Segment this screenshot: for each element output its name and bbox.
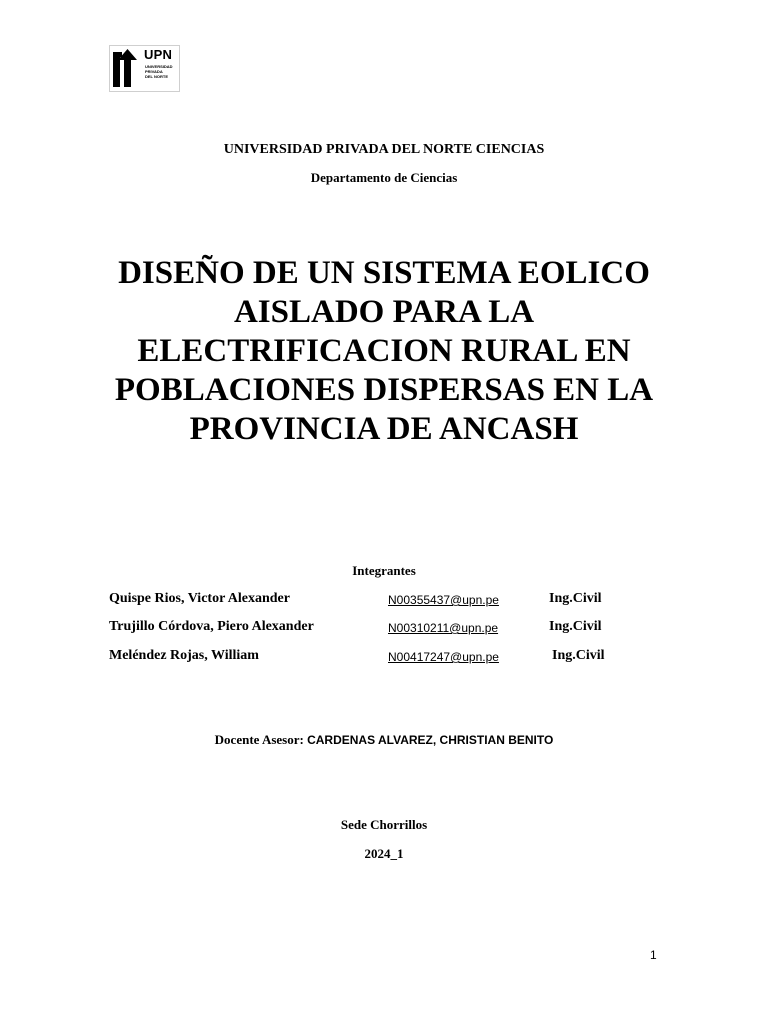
member-name: Meléndez Rojas, William xyxy=(109,648,259,663)
title-line: POBLACIONES DISPERSAS EN LA xyxy=(114,372,654,408)
member-email-link[interactable]: N00417247@upn.pe xyxy=(388,650,499,664)
advisor-label: Docente Asesor: xyxy=(214,732,304,747)
page-number: 1 xyxy=(650,948,657,962)
member-row xyxy=(0,619,768,637)
member-name: Trujillo Córdova, Piero Alexander xyxy=(109,619,314,634)
member-name: Quispe Rios, Victor Alexander xyxy=(109,591,290,606)
title-line: DISEÑO DE UN SISTEMA EOLICO xyxy=(118,255,650,291)
member-email-link[interactable]: N00310211@upn.pe xyxy=(388,621,499,635)
campus-name: Sede Chorrillos xyxy=(340,817,428,832)
advisor-name: CARDENAS ALVAREZ, CHRISTIAN BENITO xyxy=(307,733,554,747)
member-email-link[interactable]: N00355437@upn.pe xyxy=(388,593,499,607)
member-row xyxy=(0,591,768,609)
member-career: Ing.Civil xyxy=(549,591,602,606)
torch-icon xyxy=(112,49,142,89)
member-row xyxy=(0,648,768,666)
logo-name: UPN xyxy=(144,47,173,62)
advisor-line xyxy=(0,732,768,748)
title-line: AISLADO PARA LA xyxy=(233,294,535,330)
document-title xyxy=(0,254,768,449)
title-line: ELECTRIFICACION RURAL EN xyxy=(137,333,631,369)
members-heading: Integrantes xyxy=(352,563,416,578)
logo-subtitle: UNIVERSIDAD PRIVADA DEL NORTE xyxy=(145,64,173,79)
university-name: UNIVERSIDAD PRIVADA DEL NORTE CIENCIAS xyxy=(223,142,545,157)
member-career: Ing.Civil xyxy=(549,619,602,634)
department-name: Departamento de Ciencias xyxy=(310,170,458,185)
academic-period: 2024_1 xyxy=(364,846,404,861)
upn-logo xyxy=(109,45,180,92)
title-line: PROVINCIA DE ANCASH xyxy=(189,411,579,447)
member-career: Ing.Civil xyxy=(552,648,605,663)
